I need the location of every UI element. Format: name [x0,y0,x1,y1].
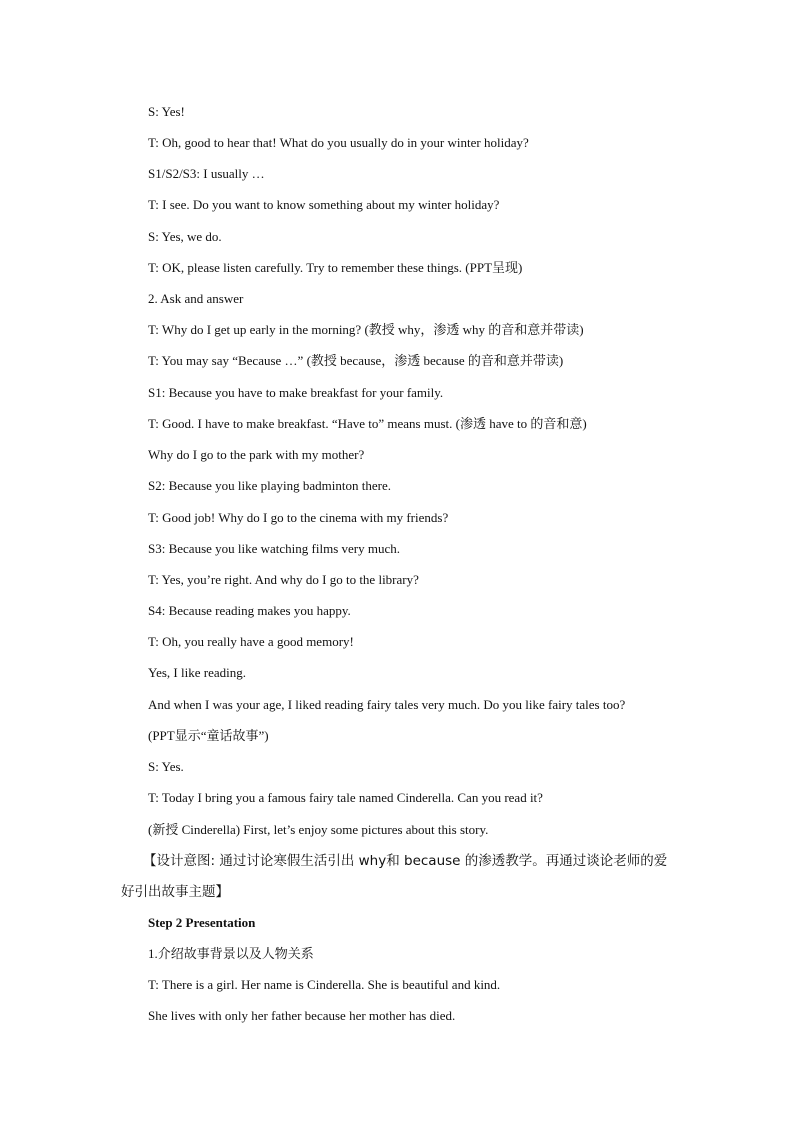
dialogue-line: S: Yes! [148,104,185,119]
dialogue-line: S1/S2/S3: I usually … [148,166,265,181]
dialogue-line: T: Oh, you really have a good memory! [148,634,354,649]
dialogue-line: (新授 Cinderella) First, let’s enjoy some pictures about this story. [148,822,489,837]
dialogue-line: T: Why do I get up early in the morning? (教授 why，渗透 why 的音和意并带读) [148,322,584,337]
dialogue-line: S4: Because reading makes you happy. [148,603,351,618]
dialogue-line: S: Yes. [148,759,184,774]
dialogue-line: T: OK, please listen carefully. Try to remember these things. (PPT呈现) [148,260,523,275]
dialogue-line: T: I see. Do you want to know something about my winter holiday? [148,197,500,212]
dialogue-line: T: Oh, good to hear that! What do you usually do in your winter holiday? [148,135,529,150]
dialogue-line: She lives with only her father because her mother has died. [148,1008,456,1023]
dialogue-line: Yes, I like reading. [148,665,246,680]
dialogue-line: S: Yes, we do. [148,229,222,244]
dialogue-line: S1: Because you have to make breakfast for your family. [148,385,444,400]
step-heading: Step 2 Presentation [148,915,256,930]
dialogue-line: T: Good. I have to make breakfast. “Have to” means must. (渗透 have to 的音和意) [148,416,587,431]
dialogue-line: Why do I go to the park with my mother? [148,447,365,462]
section-label: 2. Ask and answer [148,291,244,306]
dialogue-line: S3: Because you like watching films very much. [148,541,401,556]
design-note-line-1: 【设计意图: 通过讨论寒假生活引出 why和 because 的渗透教学。再通过谈论老师的爱 [143,853,668,869]
dialogue-line: (PPT显示“童话故事”) [148,728,269,743]
dialogue-line: And when I was your age, I liked reading fairy tales very much. Do you like fairy tales too? [148,697,626,712]
design-note-line-2: 好引出故事主题】 [121,884,229,900]
dialogue-line: T: You may say “Because …” (教授 because，渗透 because 的音和意并带读) [148,353,564,368]
dialogue-line: T: Today I bring you a famous fairy tale named Cinderella. Can you read it? [148,790,543,805]
dialogue-line: T: Yes, you’re right. And why do I go to the library? [148,572,419,587]
dialogue-line: T: Good job! Why do I go to the cinema with my friends? [148,510,449,525]
dialogue-line: T: There is a girl. Her name is Cinderella. She is beautiful and kind. [148,977,501,992]
step-line: 1.介绍故事背景以及人物关系 [148,946,314,961]
dialogue-line: S2: Because you like playing badminton there. [148,478,391,493]
